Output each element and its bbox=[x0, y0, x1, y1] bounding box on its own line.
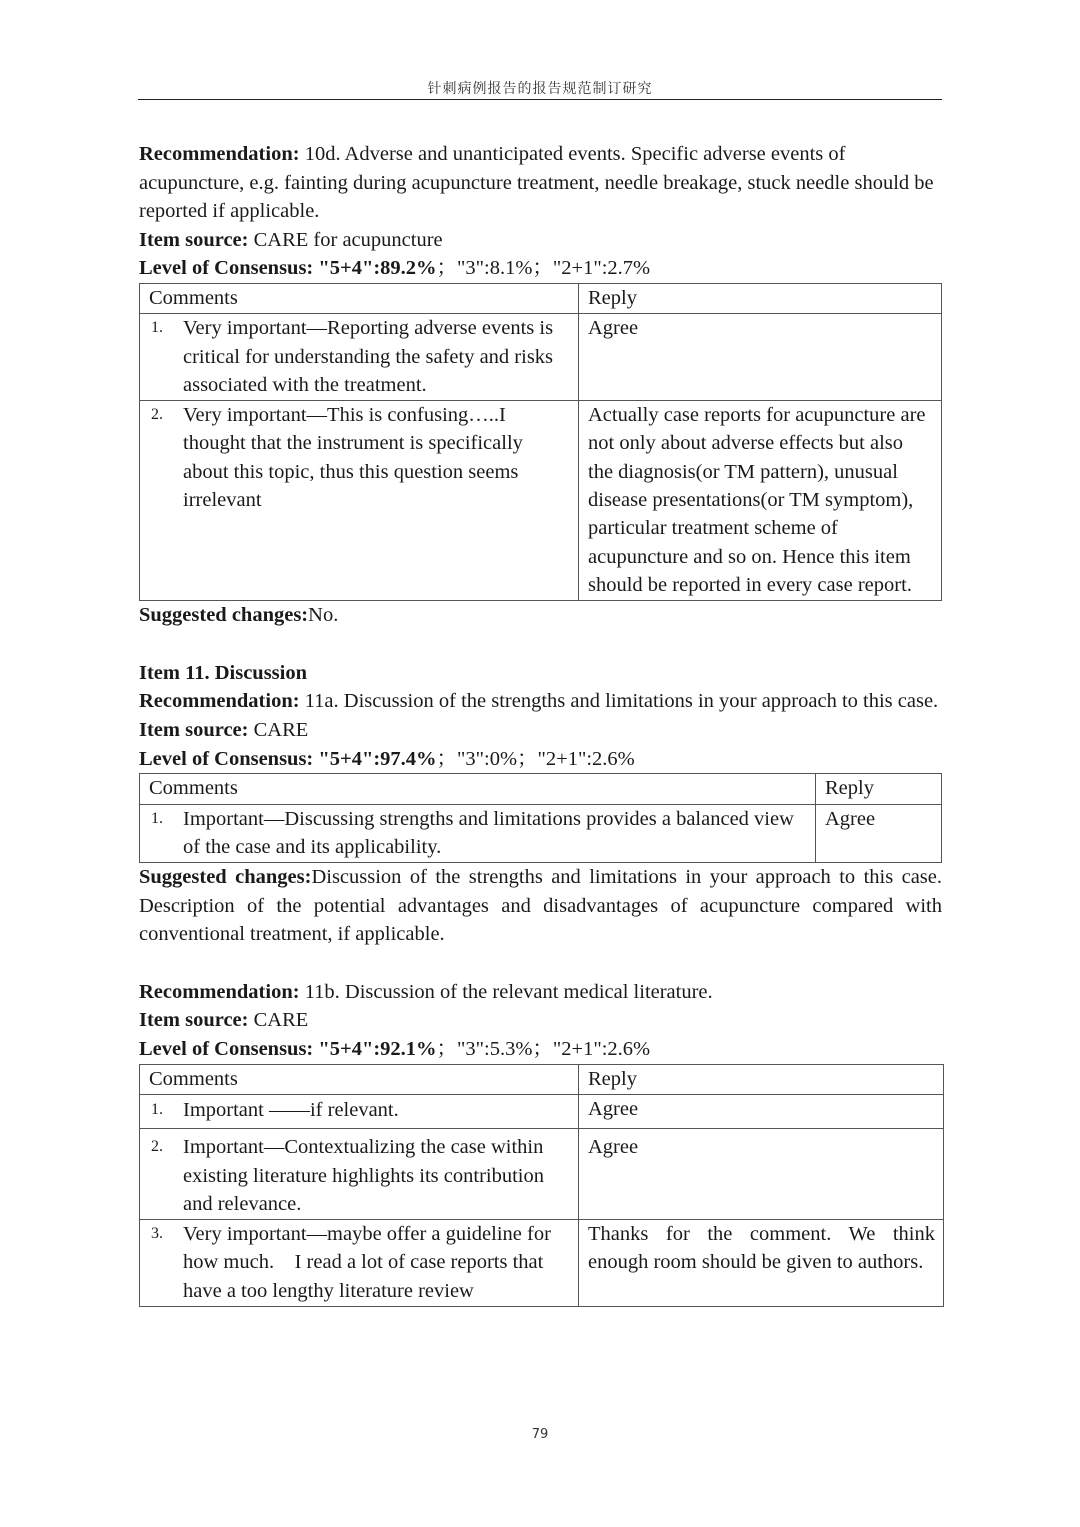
comments-table-10d bbox=[139, 283, 942, 601]
item-11-heading: Item 11. Discussion bbox=[139, 661, 308, 684]
comment-text: Very important—Reporting adverse events is critical for understanding the safety and risks associated with the treatment. bbox=[183, 317, 554, 396]
reply-header: Reply bbox=[579, 283, 942, 313]
table-header-row bbox=[140, 283, 942, 313]
recommendation-11b: Recommendation: 11b. Discussion of the relevant medical literature. bbox=[139, 980, 713, 1003]
comment-text: Important—Discussing strengths and limitations provides a balanced view of the case and its applicability. bbox=[183, 807, 794, 858]
table-row: 1. Very important—Reporting adverse events is critical for understanding the safety and risks associated with the treatment. Agree bbox=[140, 314, 942, 401]
reply-header: Reply bbox=[816, 774, 942, 804]
comments-table-11b bbox=[139, 1064, 944, 1307]
comment-text: Very important—maybe offer a guideline for how much. I read a lot of case reports that have a too lengthy literature review bbox=[183, 1223, 551, 1302]
table-header-row bbox=[140, 774, 942, 804]
suggested-changes-11a: Suggested changes:Discussion of the strengths and limitations in your approach to this case. Description of the potential advantages and disadvantages of acupuncture compared with conventional treatment, if applicable. bbox=[139, 866, 943, 946]
consensus-10d: Level of Consensus: "5+4":89.2%；"3":8.1%；"2+1":2.7% bbox=[139, 257, 651, 280]
page-number: 79 bbox=[531, 1427, 549, 1442]
comment-text: Important ——if relevant. bbox=[183, 1098, 399, 1121]
table-row: 1. Important ——if relevant. Agree bbox=[140, 1094, 944, 1128]
reply-text: Actually case reports for acupuncture are not only about adverse effects but also the diagnosis(or TM pattern), unusual disease presentations(or TM symptom), particular treatment scheme of acupuncture and so on. Hence this item should be reported in every case report. bbox=[579, 401, 942, 601]
recommendation-10d: Recommendation: 10d. Adverse and unanticipated events. Specific adverse events of acupuncture, e.g. fainting during acupuncture treatment, needle breakage, stuck needle should be reported if applicable. bbox=[139, 143, 934, 223]
recommendation-11a: Recommendation: 11a. Discussion of the strengths and limitations in your approach to this case. bbox=[139, 690, 939, 713]
reply-header: Reply bbox=[579, 1064, 944, 1094]
header-divider bbox=[138, 99, 942, 100]
comments-header: Comments bbox=[140, 283, 579, 313]
table-row: 1. Important—Discussing strengths and limitations provides a balanced view of the case and its applicability. Agree bbox=[140, 804, 942, 863]
reply-text: Agree bbox=[579, 314, 942, 401]
item-source-11b: Item source: CARE bbox=[139, 1009, 309, 1032]
reply-text: Agree bbox=[816, 804, 942, 863]
comment-text: Important—Contextualizing the case within existing literature highlights its contribution and relevance. bbox=[183, 1136, 544, 1215]
comments-table-11a bbox=[139, 773, 942, 863]
comments-header: Comments bbox=[140, 1064, 579, 1094]
table-row: 2. Important—Contextualizing the case within existing literature highlights its contribution and relevance. Agree bbox=[140, 1129, 944, 1220]
consensus-11a: Level of Consensus: "5+4":97.4%；"3":0%；"2+1":2.6% bbox=[139, 747, 635, 770]
page-content bbox=[139, 140, 942, 1307]
consensus-11b: Level of Consensus: "5+4":92.1%；"3":5.3%；"2+1":2.6% bbox=[139, 1038, 651, 1061]
comments-header: Comments bbox=[140, 774, 816, 804]
comment-text: Very important—This is confusing…..I thought that the instrument is specifically about this topic, thus this question seems irrelevant bbox=[183, 404, 523, 512]
item-source-10d: Item source: CARE for acupuncture bbox=[139, 228, 443, 251]
table-row: 2. Very important—This is confusing…..I thought that the instrument is specifically about this topic, thus this question seems irrelevant Actually case reports for acupuncture are not only about adverse effects but also the diagnosis(or TM pattern), unusual disease presentations(or TM symptom), particular treatment scheme of acupuncture and so on. Hence this item should be reported in every case report. bbox=[140, 401, 942, 601]
table-header-row bbox=[140, 1064, 944, 1094]
reply-text: Agree bbox=[579, 1094, 944, 1128]
reply-text: Agree bbox=[579, 1129, 944, 1220]
table-row: 3. Very important—maybe offer a guideline for how much. I read a lot of case reports that have a too lengthy literature review Thanks for the comment. We think enough room should be given to authors. bbox=[140, 1220, 944, 1307]
reply-text: Thanks for the comment. We think enough room should be given to authors. bbox=[579, 1220, 944, 1307]
item-source-11a: Item source: CARE bbox=[139, 719, 309, 742]
suggested-changes-10d: Suggested changes:No. bbox=[139, 604, 339, 627]
running-header-title: 针刺病例报告的报告规范制订研究 bbox=[427, 81, 653, 97]
